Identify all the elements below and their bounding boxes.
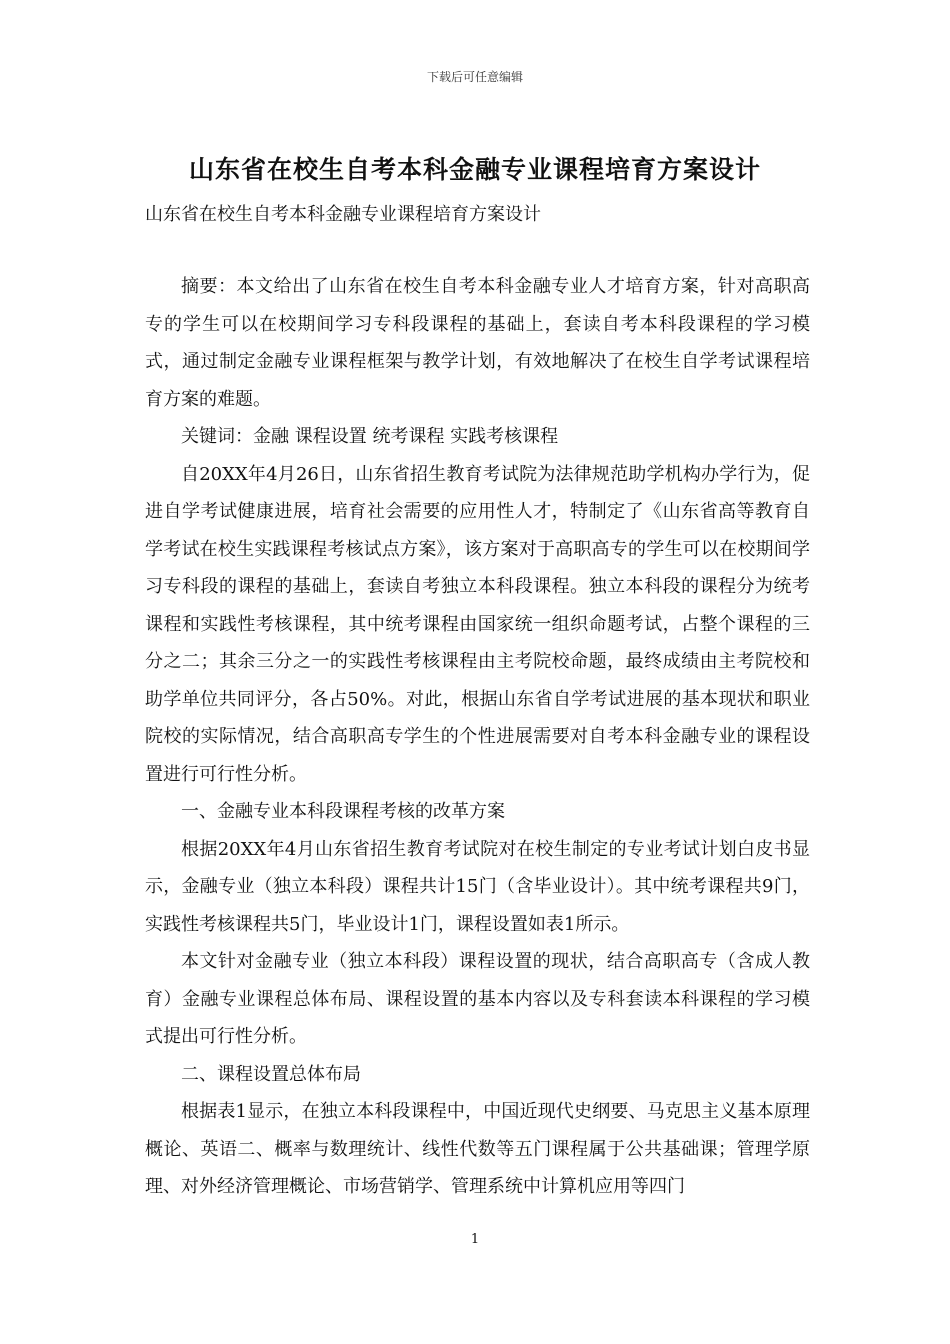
- body-paragraph: 根据表1显示，在独立本科段课程中，中国近现代史纲要、马克思主义基本原理概论、英语二、概率与数理统计、线性代数等五门课程属于公共基础课；管理学原理、对外经济管理概论、市场营销学、管理系统中计算机应用等四门: [145, 1101, 810, 1197]
- document-title: 山东省在校生自考本科金融专业课程培育方案设计: [188, 155, 761, 184]
- body-paragraph: 根据20XX年4月山东省招生教育考试院对在校生制定的专业考试计划白皮书显示，金融专业（独立本科段）课程共计15门（含毕业设计）。其中统考课程共9门，实践性考核课程共5门，毕业设计1门，课程设置如表1所示。: [145, 838, 810, 935]
- section-heading-1: 一、金融专业本科段课程考核的改革方案: [181, 801, 505, 822]
- document-body: [145, 268, 810, 1206]
- keywords-paragraph: 关键词：金融 课程设置 统考课程 实践考核课程: [181, 426, 559, 447]
- body-paragraph: 本文针对金融专业（独立本科段）课程设置的现状，结合高职高专（含成人教育）金融专业课程总体布局、课程设置的基本内容以及专科套读本科课程的学习模式提出可行性分析。: [145, 951, 810, 1047]
- document-subtitle: 山东省在校生自考本科金融专业课程培育方案设计: [145, 204, 541, 225]
- section-heading-2: 二、课程设置总体布局: [181, 1063, 361, 1085]
- page-number: 1: [470, 1232, 480, 1247]
- download-note: 下载后可任意编辑: [426, 70, 523, 84]
- abstract-paragraph: 摘要：本文给出了山东省在校生自考本科金融专业人才培育方案，针对高职高专的学生可以在校期间学习专科段课程的基础上，套读自考本科段课程的学习模式，通过制定金融专业课程框架与教学计划，有效地解决了在校生自学考试课程培育方案的难题。: [145, 276, 810, 410]
- body-paragraph: 自20XX年4月26日，山东省招生教育考试院为法律规范助学机构办学行为，促进自学考试健康进展，培育社会需要的应用性人才，特制定了《山东省高等教育自学考试在校生实践课程考核试点方案》，该方案对于高职高专的学生可以在校期间学习专科段的课程的基础上，套读自考独立本科段课程。独立本科段的课程分为统考课程和实践性考核课程，其中统考课程由国家统一组织命题考试，占整个课程的三分之二；其余三分之一的实践性考核课程由主考院校命题，最终成绩由主考院校和助学单位共同评分，各占50%。对此，根据山东省自学考试进展的基本现状和职业院校的实际情况，结合高职高专学生的个性进展需要对自考本科金融专业的课程设置进行可行性分析。: [145, 463, 810, 785]
